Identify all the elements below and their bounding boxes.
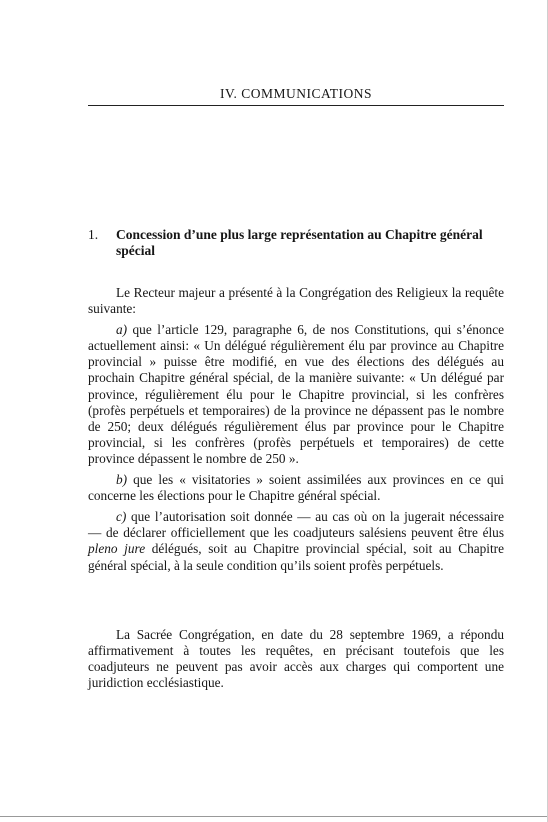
item-b-marker: b) [116, 472, 128, 488]
item-c-text-2: délégués, soit au Chapitre provincial spécial, soit au Chapitre général spécial, à la seule condition qu’ils soient profès perpétuels. [88, 541, 505, 573]
page-bottom-edge [0, 816, 548, 817]
body-text [88, 285, 504, 574]
section-heading [88, 227, 504, 259]
item-c-italic: pleno jure [88, 541, 146, 557]
paragraph-item-b [88, 472, 504, 504]
running-header: IV. COMMUNICATIONS [219, 86, 372, 101]
paragraph-item-c [88, 509, 504, 573]
section-number: 1. [88, 227, 99, 242]
header-rule [88, 105, 504, 106]
item-c-text-1: que l’autorisation soit donnée — au cas où on la jugerait nécessaire — de déclarer officiellement que les coadjuteurs salésiens peuvent être élus [88, 509, 504, 541]
paragraph-response: La Sacrée Congrégation, en date du 28 septembre 1969, a répondu affirmativement à toutes les requêtes, en précisant toutefois que les coadjuteurs ne peuvent pas avoir accès aux charges qui comportent une juridiction ecclésiastique. [88, 627, 504, 691]
paragraph-item-a [88, 322, 504, 467]
item-b-text: que les « visitatories » soient assimilées aux provinces en ce qui concerne les élections pour le Chapitre général spécial. [88, 472, 504, 504]
section-title-line1: Concession d’une plus large représentation au Chapitre général [116, 227, 483, 242]
paragraph-intro: Le Recteur majeur a présenté à la Congrégation des Religieux la requête suivante: [88, 285, 504, 317]
section-title-line2: spécial [116, 243, 155, 258]
item-a-text: que l’article 129, paragraphe 6, de nos Constitutions, qui s’énonce actuellement ainsi: « Un délégué régulièrement élu par province au Chapitre provincial » puisse être modifié, en vue des élections des délégués au prochain Chapitre général spécial, de la manière suivante: « Un délégué par province, régulièrement élu pour le Chapitre provincial, si les confrères (profès perpétuels et temporaires) de la province ne dépassent pas le nombre de 250; deux délégués régulièrement élus par province pour le Chapitre provincial, si les confrères (profès perpétuels et temporaires) de cette province dépassent le nombre de 250 ». [88, 322, 504, 466]
item-a-marker: a) [116, 322, 128, 338]
body-text-response [88, 627, 504, 691]
item-c-marker: c) [116, 509, 127, 525]
